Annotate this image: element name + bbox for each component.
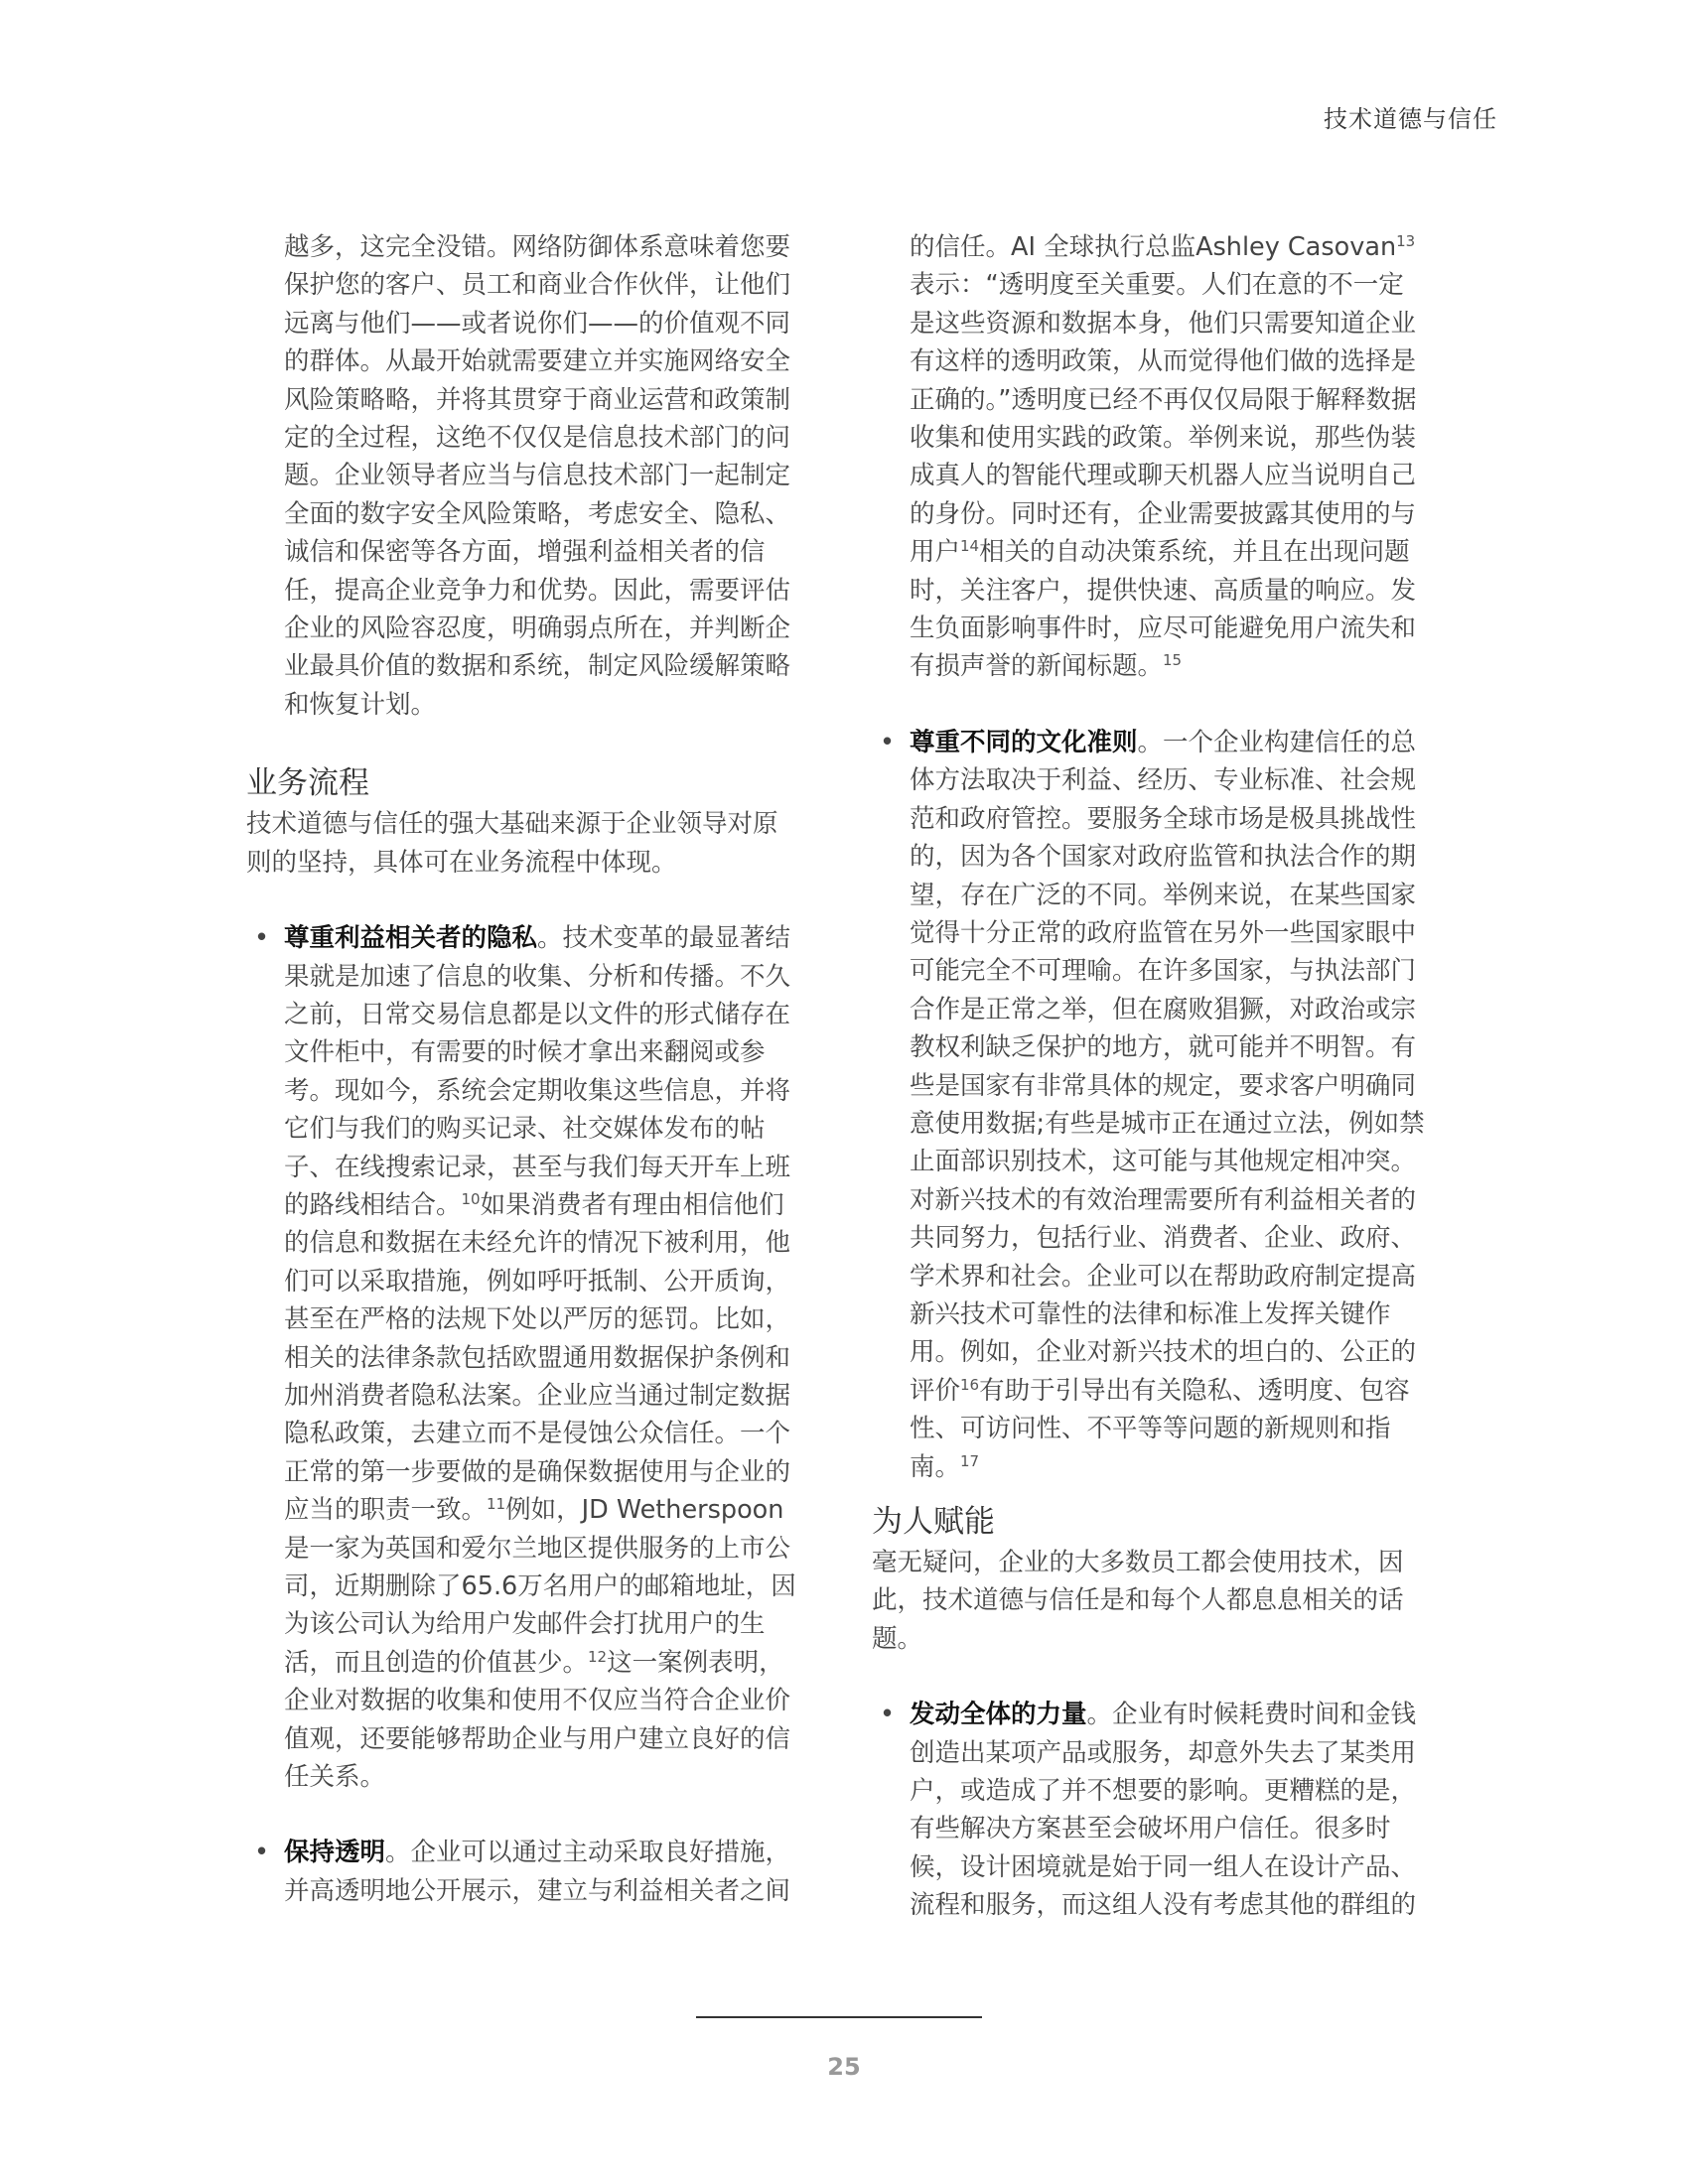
footnote-ref[interactable]: 11: [487, 1495, 506, 1514]
continued-paragraph: 的信任。AI 全球执行总监Ashley Casovan$^{13}$表示：“透明度至关重要。人们在意的不一定是这些资源和数据本身，他们只需要知道企业有这样的透明政策，从而觉得他们做的选择是正确的。”透明度已经不再仅仅局限于解释数据收集和使用实践的政策。举例来说，那些伪装成真人的智能代理或聊天机器人应当说明自己的身份。同时还有，企业需要披露其使用的与用户$^{14}$相关的自动决策系统，并且在出现问题时，关注客户，提供快速、高质量的响应。发生负面影响事件时，应尽可能避免用户流失和有损声誉的新闻标题。$^{15}$: [910, 232, 1417, 682]
left-column: [246, 228, 802, 1910]
bullet-text: 如果消费者有理由相信他们的信息和数据在未经允许的情况下被利用，他们可以采取措施，例如呼吁抵制、公开质询，甚至在严格的法规下处以严厉的惩罚。比如，相关的法律条款包括欧盟通用数据保护条例和加州消费者隐私法案。企业应当通过制定数据隐私政策，去建立而不是侵蚀公众信任。一个正常的第一步要做的是确保数据使用与企业的应当的职责一致。: [284, 1189, 791, 1526]
footer-divider: [696, 2016, 982, 2018]
bullet-text: 。企业有时候耗费时间和金钱创造出某项产品或服务，却意外失去了某类用户，或造成了并不想要的影响。更糟糕的是，有些解决方案甚至会破坏用户信任。很多时候，设计困境就是始于同一组人在设计产品、流程和服务，而这组人没有考虑其他的群组的: [910, 1700, 1417, 1921]
bullet-text: 。一个企业构建信任的总体方法取决于利益、经历、专业标准、社会规范和政府管控。要服务全球市场是极具挑战性的，因为各个国家对政府监管和执法合作的期望，存在广泛的不同。举例来说，在某些国家觉得十分正常的政府监管在另外一些国家眼中可能完全不可理喻。在许多国家，与执法部门合作是正常之举，但在腐败猖獗，对政治或宗教权利缺乏保护的地方，就可能并不明智。有些是国家有非常具体的规定，要求客户明确同意使用数据;有些是城市正在通过立法，例如禁止面部识别技术，这可能与其他规定相冲突。对新兴技术的有效治理需要所有利益相关者的共同努力，包括行业、消费者、企业、政府、学术界和社会。企业可以在帮助政府制定提高新兴技术可靠性的法律和标准上发挥关键作用。例如，企业对新兴技术的坦白的、公正的评价: [910, 727, 1425, 1406]
bullet-icon: •: [254, 923, 270, 954]
bullet-text: 。企业可以通过主动采取良好措施，并高透明地公开展示，建立与利益相关者之间: [284, 1838, 791, 1906]
list-item: [872, 724, 1428, 1486]
footnote-ref[interactable]: 10: [461, 1189, 481, 1208]
footnote-ref[interactable]: 15: [1163, 651, 1183, 670]
bullet-icon: •: [254, 1838, 270, 1868]
bullet-heading: 保持透明: [284, 1838, 386, 1868]
bullet-icon: •: [880, 727, 896, 757]
bullet-heading: 尊重不同的文化准则: [910, 727, 1138, 757]
page-number: 25: [827, 2053, 861, 2081]
footnote-ref[interactable]: 14: [960, 537, 980, 556]
bullet-list: [872, 724, 1428, 1486]
footnote-ref[interactable]: 12: [588, 1647, 608, 1666]
bullet-text: 这一案例表明，企业对数据的收集和使用不仅应当符合企业价值观，还要能够帮助企业与用户建立良好的信任关系。: [284, 1647, 791, 1793]
bullet-text: 。技术变革的最显著结果就是加速了信息的收集、分析和传播。不久之前，日常交易信息都是以文件的形式储存在文件柜中，有需要的时候才拿出来翻阅或参考。现如今，系统会定期收集这些信息，并将它们与我们的购买记录、社交媒体发布的帖子、在线搜索记录，甚至与我们每天开车上班的路线相结合。: [284, 923, 791, 1220]
bullet-heading: 尊重利益相关者的隐私: [284, 923, 538, 954]
bullet-text: 例如，JD Wetherspoon是一家为英国和爱尔兰地区提供服务的上市公司，近期删除了65.6万名用户的邮箱地址，因为该公司认为给用户发邮件会打扰用户的生活，而且创造的价值甚少。: [284, 1495, 796, 1678]
footnote-ref[interactable]: 16: [960, 1375, 980, 1394]
section-heading-empower-people: 为人赋能: [872, 1504, 995, 1540]
running-header: 技术道德与信任: [1324, 105, 1497, 133]
footnote-ref[interactable]: 13: [1396, 232, 1416, 250]
list-item: [246, 1834, 802, 1910]
section-intro: 技术道德与信任的强大基础来源于企业领导对原则的坚持，具体可在业务流程中体现。: [246, 809, 778, 878]
list-item: [246, 919, 802, 1796]
list-item: [872, 1696, 1428, 1924]
bullet-text: 有助于引导出有关隐私、透明度、包容性、可访问性、不平等等问题的新规则和指南。: [910, 1375, 1410, 1482]
bullet-heading: 发动全体的力量: [910, 1700, 1087, 1730]
section-heading-business-process: 业务流程: [246, 765, 369, 802]
continued-paragraph: 越多，这完全没错。网络防御体系意味着您要保护您的客户、员工和商业合作伙伴，让他们远离与他们——或者说你们——的价值观不同的群体。从最开始就需要建立并实施网络安全风险策略略，并将其贯穿于商业运营和政策制定的全过程，这绝不仅仅是信息技术部门的问题。企业领导者应当与信息技术部门一起制定全面的数字安全风险策略，考虑安全、隐私、诚信和保密等各方面，增强利益相关者的信任，提高企业竞争力和优势。因此，需要评估企业的风险容忍度，明确弱点所在，并判断企业最具价值的数据和系统，制定风险缓解策略和恢复计划。: [284, 232, 791, 720]
bullet-list: [872, 1696, 1428, 1924]
footnote-ref[interactable]: 17: [960, 1451, 980, 1470]
bullet-icon: •: [880, 1700, 896, 1730]
right-column: [872, 228, 1428, 1925]
bullet-list: [246, 919, 802, 1910]
section-intro: 毫无疑问，企业的大多数员工都会使用技术，因此，技术道德与信任是和每个人都息息相关的话题。: [872, 1548, 1404, 1654]
